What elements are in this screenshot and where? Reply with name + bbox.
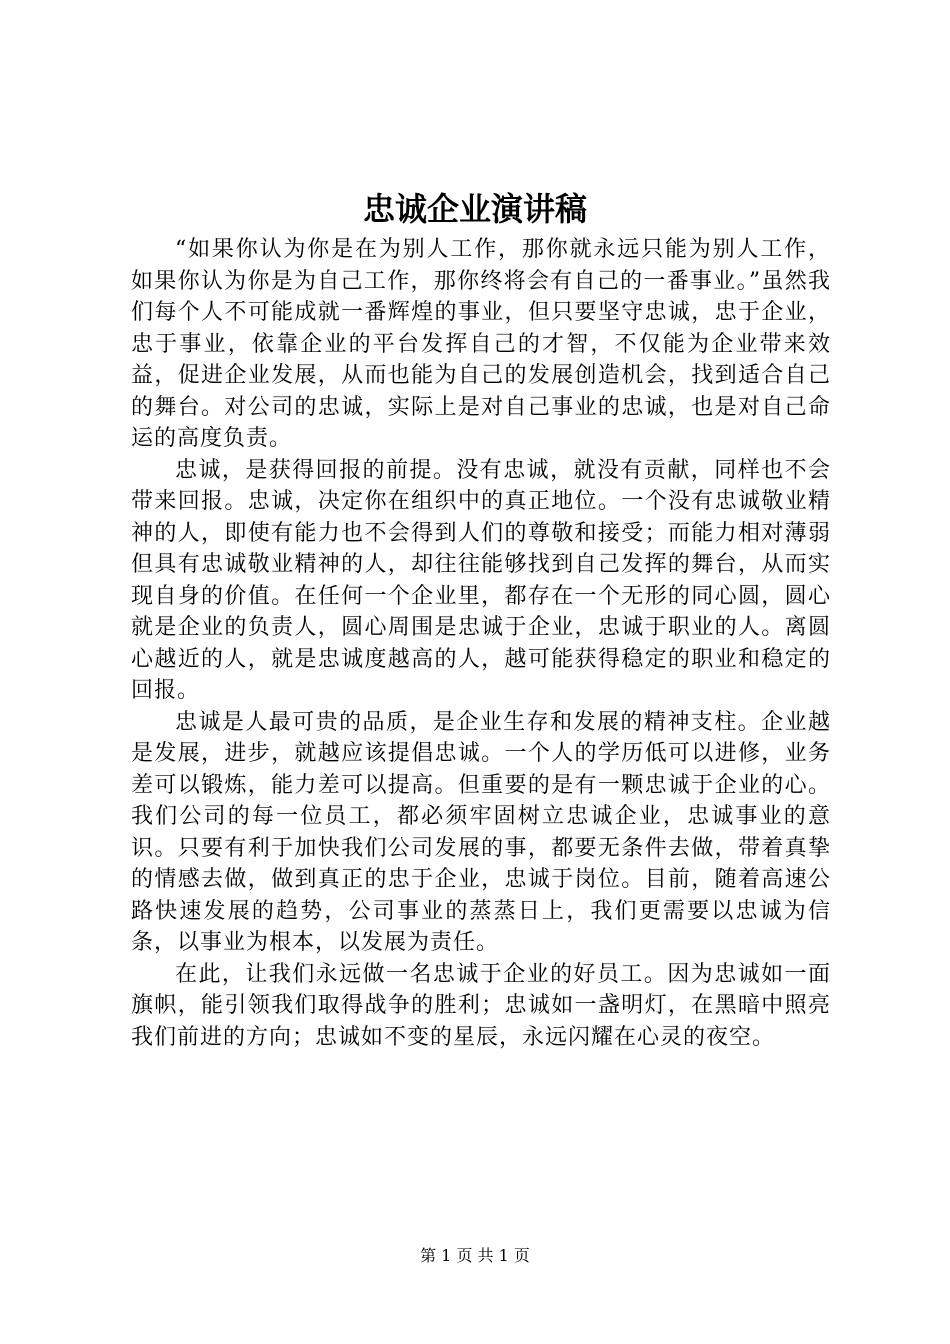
- paragraph-2: 忠诚，是获得回报的前提。没有忠诚，就没有贡献，同样也不会带来回报。忠诚，决定你在组织中的真正地位。一个没有忠诚敬业精神的人，即使有能力也不会得到人们的尊敬和接受；而能力相对薄弱但具有忠诚敬业精神的人，却往往能够找到自己发挥的舞台，从而实现自身的价值。在任何一个企业里，都存在一个无形的同心圆，圆心就是企业的负责人，圆心周围是忠诚于企业，忠诚于职业的人。离圆心越近的人，就是忠诚度越高的人，越可能获得稳定的职业和稳定的回报。: [131, 457, 831, 703]
- document-title: 忠诚企业演讲稿: [362, 190, 587, 228]
- paragraph-3: 忠诚是人最可贵的品质，是企业生存和发展的精神支柱。企业越是发展，进步，就越应该提倡忠诚。一个人的学历低可以进修，业务差可以锻炼，能力差可以提高。但重要的是有一颗忠诚于企业的心。我们公司的每一位员工，都必须牢固树立忠诚企业，忠诚事业的意识。只要有利于加快我们公司发展的事，都要无条件去做，带着真挚的情感去做，做到真正的忠于企业，忠诚于岗位。目前，随着高速公路快速发展的趋势，公司事业的蒸蒸日上，我们更需要以忠诚为信条，以事业为根本，以发展为责任。: [131, 709, 831, 955]
- page-number-footer: 第 1 页 共 1 页: [420, 1246, 530, 1265]
- document-body: [131, 234, 831, 1053]
- paragraph-1: “如果你认为你是在为别人工作，那你就永远只能为别人工作，如果你认为你是为自己工作，那你终将会有自己的一番事业。”虽然我们每个人不可能成就一番辉煌的事业，但只要坚守忠诚，忠于企业，忠于事业，依靠企业的平台发挥自己的才智，不仅能为企业带来效益，促进企业发展，从而也能为自己的发展创造机会，找到适合自己的舞台。对公司的忠诚，实际上是对自己事业的忠诚，也是对自己命运的高度负责。: [131, 237, 831, 451]
- paragraph-4: 在此，让我们永远做一名忠诚于企业的好员工。因为忠诚如一面旗帜，能引领我们取得战争的胜利；忠诚如一盏明灯，在黑暗中照亮我们前进的方向；忠诚如不变的星辰，永远闪耀在心灵的夜空。: [131, 961, 831, 1050]
